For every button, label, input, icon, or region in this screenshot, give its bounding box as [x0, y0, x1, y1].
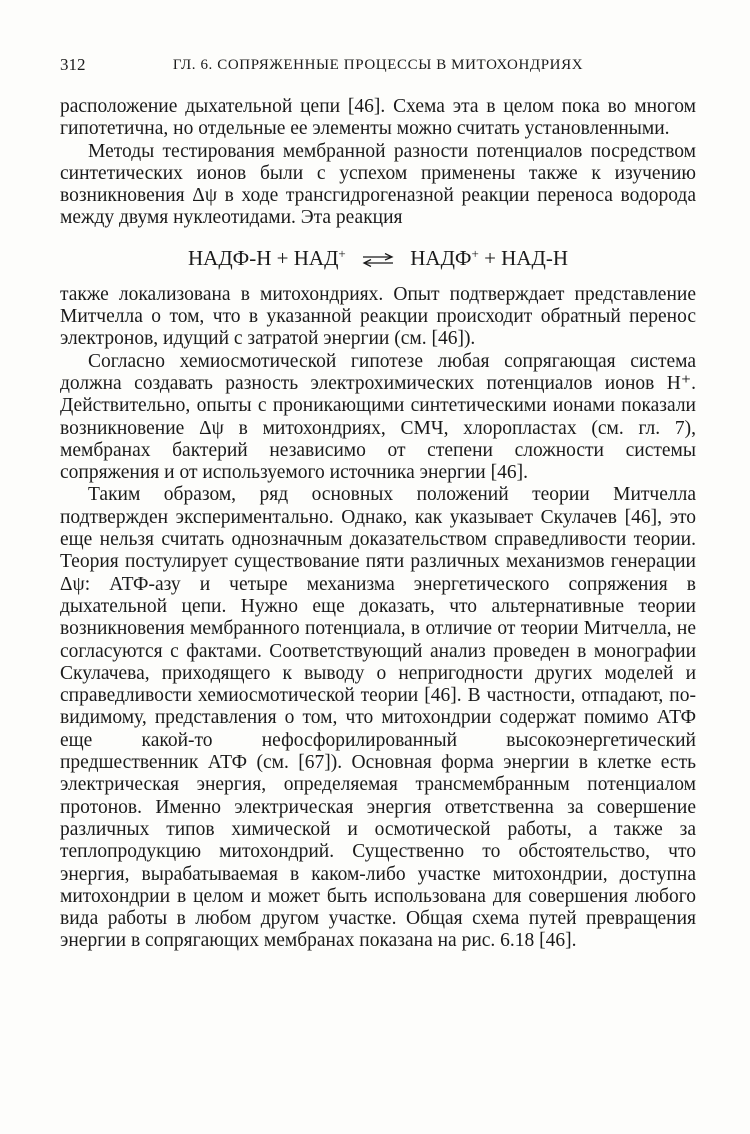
paragraph-3: также локализована в митохондриях. Опыт подтверждает представление Митчелла о том, что в указанной реакции происходит обратный перенос электронов, идущий с затратой энергии (см. [46]).: [60, 283, 696, 350]
equation-product-2: + НАД-Н: [478, 245, 568, 270]
equation-product-1: НАДФ: [410, 245, 472, 270]
reaction-equation: [60, 244, 696, 272]
equation-reactants: НАДФ-Н + НАД: [187, 245, 339, 270]
chapter-title: ГЛ. 6. СОПРЯЖЕННЫЕ ПРОЦЕССЫ В МИТОХОНДРИЯХ: [172, 57, 584, 73]
paragraph-5: Таким образом, ряд основных положений теории Митчелла подтвержден экспериментально. Однако, как указывает Скулачев [46], это еще нельзя считать однозначным доказательством справедливости теории. Теория постулирует существование пяти различных механизмов генерации Δψ: АТФ-азу и четыре механизма энергетического сопряжения в дыхательной цепи. Нужно еще доказать, что альтернативные теории возникновения мембранного потенциала, в отличие от теории Митчелла, не согласуются с фактами. Соответствующий анализ проведен в монографии Скулачева, приходящего к выводу о непригодности других моделей и справедливости хемиосмотической теории [46]. В частности, отпадают, по-видимому, представления о том, что митохондрии содержат помимо АТФ еще какой-то нефосфорилированный высокоэнергетический предшественник АТФ (см. [67]). Основная форма энергии в клетке есть электрическая энергия, определяемая трансмембранным потенциалом протонов. Именно электрическая энергия ответственна за совершение различных типов химической и осмотической работы, а также за теплопродукцию митохондрий. Существенно то обстоятельство, что энергия, вырабатываемая в каком-либо участке митохондрии, доступна митохондрии в целом и может быть использована для совершения любого вида работы в любом другом участке. Общая схема путей превращения энергии в сопрягающих мембранах показана на рис. 6.18 [46].: [60, 484, 696, 952]
equation-product-charge: +: [471, 245, 479, 261]
running-head: [60, 52, 696, 78]
paragraph-2: Методы тестирования мембранной разности потенциалов посредством синтетических ионов были с успехом применены также к изучению возникновения Δψ в ходе трансгидрогеназной реакции переноса водорода между двумя нуклеотидами. Эта реакция: [60, 140, 696, 229]
paragraph-1: расположение дыхательной цепи [46]. Схема эта в целом пока во многом гипотетична, но отдельные ее элементы можно считать установленными.: [60, 96, 696, 140]
page-number: 312: [60, 55, 86, 74]
equilibrium-arrow-icon: [361, 253, 395, 267]
paragraph-4: Согласно хемиосмотической гипотезе любая сопрягающая система должна создавать разность электрохимических потенциалов ионов H⁺. Действительно, опыты с проникающими синтетическими ионами показали возникновение Δψ в митохондриях, СМЧ, хлоропластах (см. гл. 7), мембранах бактерий независимо от степени сложности системы сопряжения и от используемого источника энергии [46].: [60, 350, 696, 484]
body-text: [60, 96, 696, 953]
equation-reactant-charge: +: [338, 245, 346, 261]
